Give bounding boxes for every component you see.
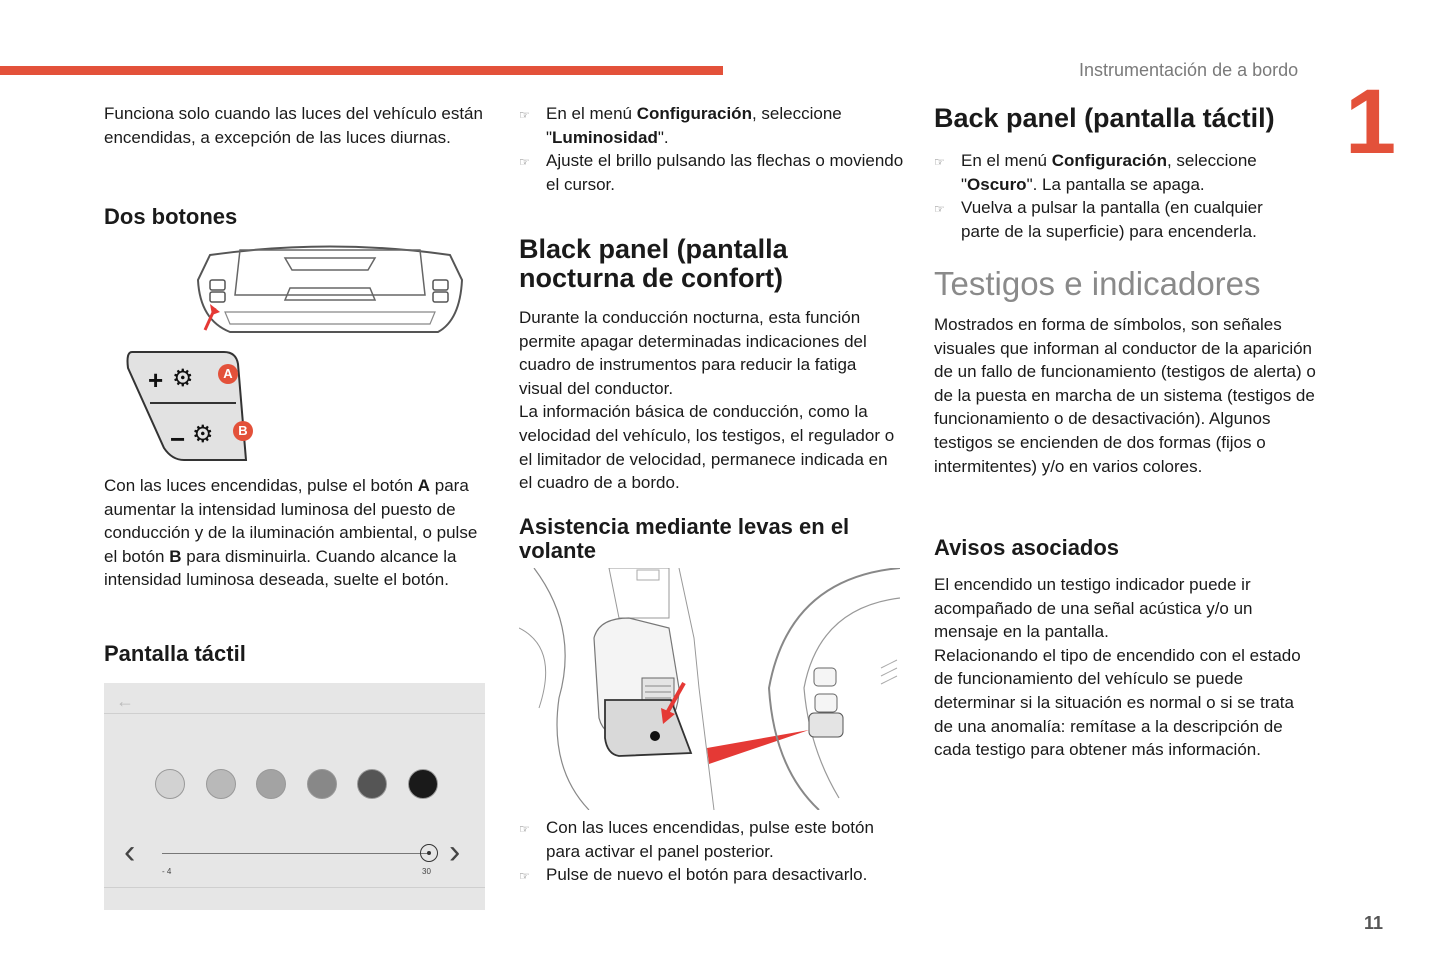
bold-a: A [417,476,431,495]
minus-icon: − [170,424,186,454]
slider-thumb [420,844,438,862]
bold-term: Configuración [636,104,752,123]
avisos-text [934,573,1314,762]
dashboard-light-icon: ⚙ [192,421,214,448]
text-span: Con las luces encendidas, pulse el botón [104,476,418,495]
heading-dos-botones: Dos botones [104,204,238,229]
instrument-cluster-illustration [190,240,470,340]
black-panel-paragraph-2: La información básica de conducción, como la velocidad del vehículo, los testigos, el regulador o el limitador de velocidad, permanece indicada en el cuadro de a bordo. [519,402,895,493]
text-span: Pulse de nuevo el botón para desactivarlo. [546,865,868,885]
header-accent-bar [0,66,723,75]
text-span: Vuelva a pulsar la pantalla (en cualquier parte de la superficie) para encenderla. [961,198,1263,241]
avisos-paragraph-2: Relacionando el tipo de encendido con el estado de funcionamiento del vehículo se puede determinar si la situación es normal o si se trata de una anomalía: remítase a la descripción de cada testigo para obtener más información. [934,645,1301,760]
column-2 [519,102,904,196]
testigos-paragraph: Mostrados en forma de símbolos, son señales visuales que informan al conductor de la aparición de un fallo de funcionamiento (testigos de alerta) o de la puesta en marcha de un sistema (testigos de funcionamiento o de desactivación). Algunos testigos se encienden de dos formas (fijos o intermitentes) y/o en varios colores. [934,315,1316,476]
black-panel-paragraph-1: Durante la conducción nocturna, esta función permite apagar determinadas indicaciones del cuadro de instrumentos para reducir la fatiga visual del conductor. [519,308,867,398]
brightness-dot [206,769,236,799]
slider-min-label: - 4 [162,867,172,876]
list-item [519,149,904,196]
chapter-number: 1 [1345,71,1397,173]
brightness-dot [357,769,387,799]
text-span: Ajuste el brillo pulsando las flechas o moviendo el cursor. [546,151,904,194]
text-span: , seleccione " [961,151,1257,194]
button-a-badge: A [218,364,238,384]
list-item [519,102,904,149]
heading-pantalla-tactil: Pantalla táctil [104,641,246,666]
text-span: para aumentar la intensidad luminosa del puesto de conducción y de la iluminación ambiental, o pulse el botón [104,476,478,566]
plus-icon: + [148,365,164,395]
bold-term: Configuración [1051,151,1167,170]
bold-term: Oscuro [967,174,1027,194]
testigos-text [934,313,1319,478]
divider [104,887,485,888]
buttons-paragraph-wrap [104,474,484,592]
text-span: , seleccione " [546,104,842,147]
text-span: ". [657,127,669,147]
list-item [934,196,1304,243]
pointing-hand-icon: ☞ [519,822,530,836]
text-span: En el menú [961,151,1052,170]
pointing-hand-icon: ☞ [519,155,530,170]
text-span: En el menú [546,104,637,123]
brightness-dot [256,769,286,799]
heading-avisos: Avisos asociados [934,535,1120,560]
pointing-hand-icon: ☞ [934,155,945,169]
black-panel-text [519,306,897,495]
slider-track [162,853,430,854]
slider-max-label: 30 [422,867,431,876]
avisos-paragraph-1: El encendido un testigo indicador puede ir acompañado de una señal acústica y/o un mensaje en la pantalla. [934,575,1253,642]
pointing-hand-icon: ☞ [519,108,530,122]
buttons-paragraph [104,474,484,592]
paddle-list [519,816,904,887]
heading-asistencia: Asistencia mediante levas en el volante [519,514,850,563]
column-1 [104,102,484,149]
touchscreen-brightness-illustration [104,683,485,910]
pointing-hand-icon: ☞ [519,869,530,884]
list-item [519,816,904,863]
text-span: Con las luces encendidas, pulse este botón para activar el panel posterior. [546,818,874,861]
heading-testigos: Testigos e indicadores [934,265,1261,302]
list-item [519,863,904,887]
back-panel-list [934,149,1304,243]
divider [104,713,485,714]
bold-b: B [169,546,182,566]
chevron-left-icon: ‹ [124,833,136,871]
brightness-dot [155,769,185,799]
intro-paragraph: Funciona solo cuando las luces del vehículo están encendidas, a excepción de las luces diurnas. [104,104,483,147]
brightness-dot [307,769,337,799]
section-title: Instrumentación de a bordo [1079,60,1299,80]
list-item [934,149,1304,196]
bold-term: Luminosidad [552,127,658,147]
dashboard-light-icon: ⚙ [172,365,194,392]
brightness-dot [408,769,438,799]
steering-wheel-paddle-illustration [519,568,900,810]
button-b-badge: B [233,421,253,441]
text-span: ". La pantalla se apaga. [1026,174,1205,194]
pointing-hand-icon: ☞ [934,202,945,217]
text-span: para disminuirla. Cuando alcance la intensidad luminosa deseada, suelte el botón. [104,546,457,590]
back-arrow-icon: ← [116,691,134,711]
chevron-right-icon: › [449,833,461,871]
heading-back-panel: Back panel (pantalla táctil) [934,103,1275,133]
dimmer-buttons-illustration [124,348,264,466]
heading-black-panel: Black panel (pantalla nocturna de confort) [519,234,788,293]
page-number: 11 [1364,913,1384,933]
